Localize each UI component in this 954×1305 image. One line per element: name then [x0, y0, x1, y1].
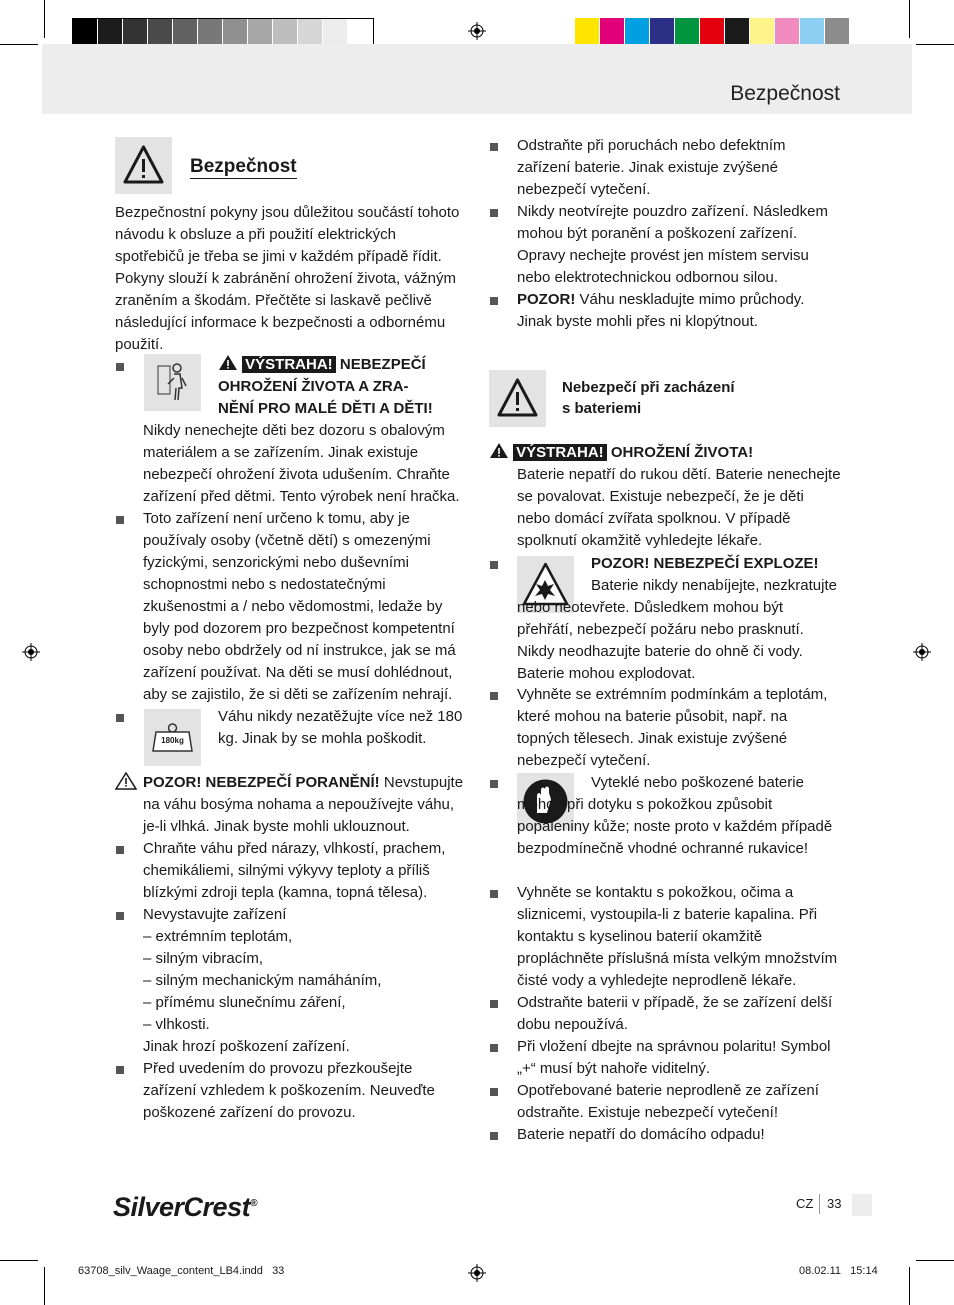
crop-mark [44, 0, 45, 38]
list-item: Vyhněte se extrémním podmínkám a teplotám, které mohou na baterie působit, např. na topných tělesech. Jinak existuje zvýšené nebezpečí vytečení. [489, 684, 841, 772]
battery-section-heading: Nebezpečí při zacházení [562, 379, 735, 396]
caution-paragraph: POZOR! NEBEZPEČÍ PORANĚNÍ! Nevstupujte na váhu bosýma nohama a nepoužívejte váhu, je-li vlhká. Jinak byste mohli uklouznout. [143, 774, 464, 835]
weight-label: 180kg [161, 736, 184, 745]
footer-divider [819, 1194, 820, 1214]
color-swatch [600, 18, 625, 47]
weight-limit-icon-box [144, 709, 201, 766]
explosion-title: POZOR! NEBEZPEČÍ EXPLOZE! [591, 555, 819, 572]
color-swatch [575, 18, 600, 47]
list-item: Odstraňte při poruchách nebo defektním zařízení baterie. Jinak existuje zvýšené nebezpečí vytečení. [489, 135, 839, 201]
bullet-marker [116, 363, 124, 371]
list-item: Vyhněte se kontaktu s pokožkou, očima a sliznicemi, vystoupila-li z baterie kapalina. Při kontaktu s kyselinou baterií okamžitě propláchněte příslušná místa velkým množstvím čisté vody a vyhledejte neprodleně lékaře. [489, 882, 841, 992]
color-swatch [750, 18, 775, 47]
page-number-box [852, 1194, 872, 1216]
warning-triangle-icon [115, 137, 172, 194]
crop-mark [0, 1260, 38, 1261]
list-item: Váhu nikdy nezatěžujte více než 180 kg. Jinak by se mohla poškodit. [218, 708, 463, 747]
warning-icon-box [115, 137, 172, 194]
crop-mark [0, 44, 38, 45]
registration-mark-icon [22, 643, 40, 661]
warning1-title: VÝSTRAHA! NEBEZPEČÍ [218, 354, 478, 376]
warning-tag: VÝSTRAHA! [242, 356, 336, 373]
date-slug: 08.02.11 15:14 [799, 1265, 878, 1277]
list-item: Nevystavujte zařízení – extrémním teplotám, – silným vibracím, – silným mechanickým namáháním, – přímému slunečnímu záření, – vlhkosti. Jinak hrozí poškození zařízení. [115, 904, 465, 1058]
crop-mark [909, 0, 910, 38]
file-slug: 63708_silv_Waage_content_LB4.indd 33 [78, 1265, 285, 1277]
warning-triangle-icon [218, 354, 238, 371]
list-item: Před uvedením do provozu přezkoušejte zařízení vzhledem k poškozením. Neuveďte poškozené zařízení do provozu. [115, 1058, 465, 1124]
battery-warning-text: Baterie nepatří do rukou dětí. Baterie nenechejte se povalovat. Existuje nebezpečí, že je děti nebo domácí zvířata spolknou. V případě spolknutí okamžitě vyhledejte lékaře. [517, 466, 841, 549]
warning-triangle-icon [489, 442, 509, 459]
list-item: POZOR! Váhu neskladujte mimo průchody. Jinak byste mohli přes ni klopýtnout. [489, 289, 839, 333]
registration-mark-icon [468, 1264, 486, 1282]
color-swatch [650, 18, 675, 47]
child-hazard-icon-box [144, 354, 201, 411]
list-item: Baterie nepatří do domácího odpadu! [489, 1124, 841, 1146]
caution-title: POZOR! NEBEZPEČÍ PORANĚNÍ! [143, 774, 380, 791]
color-swatch [625, 18, 650, 47]
bullet-marker [490, 780, 498, 788]
color-swatch [775, 18, 800, 47]
battery-warning-icon-box [489, 370, 546, 427]
crop-mark [916, 44, 954, 45]
registration-mark-icon [913, 643, 931, 661]
list-item: Odstraňte baterii v případě, že se zařízení delší dobu nepoužívá. [489, 992, 841, 1036]
brand-logo: SilverCrest® [113, 1192, 257, 1222]
warning-triangle-icon [489, 370, 546, 427]
list-item: Vyteklé nebo poškozené baterie mohou při dotyku s pokožkou způsobit popáleniny kůže; noste proto v každém případě bezpodmínečně vhodné ochranné rukavice! [517, 774, 833, 857]
list-item: Při vložení dbejte na správnou polaritu! Symbol „+“ musí být nahoře viditelný. [489, 1036, 841, 1080]
list-item: Chraňte váhu před nárazy, vlhkostí, prachem, chemikáliemi, silnými výkyvy teploty a příliš blízkými zdroji tepla (kamna, topná tělesa). [115, 838, 465, 904]
crop-mark [909, 1267, 910, 1305]
warning1-text: Nikdy nenechejte děti bez dozoru s obalovým materiálem a se zařízením. Jinak existuje nebezpečí ohrožení života udušením. Chraňte zařízení před dětmi. Tento výrobek není hračka. [143, 422, 460, 505]
bullet-marker [116, 714, 124, 722]
page-title: Bezpečnost [730, 82, 840, 105]
intro-paragraph: Bezpečnostní pokyny jsou důležitou součástí tohoto návodu k obsluze a při použití elektrických spotřebičů je třeba se jimi v každém případě řídit. Pokyny slouží k zabránění ohrožení života, vážným zraněním a škodám. Přečtěte si laskavě pečlivě následující informace k bezpečnosti a odbornému použití. [115, 204, 460, 353]
section-heading: Bezpečnost [190, 156, 297, 177]
color-swatch [700, 18, 725, 47]
color-swatch [825, 18, 850, 47]
registration-mark-icon [468, 22, 486, 40]
language-code: CZ [796, 1196, 814, 1211]
list-item: Opotřebované baterie neprodleně ze zařízení odstraňte. Existuje nebezpečí vytečení! [489, 1080, 841, 1124]
caution-triangle-icon [115, 772, 137, 790]
child-with-bag-icon [144, 354, 201, 411]
bullet-marker [490, 561, 498, 569]
battery-warning-title: VÝSTRAHA! OHROŽENÍ ŽIVOTA! [489, 442, 841, 464]
explosion-text: Baterie nikdy nenabíjejte, nezkratujte nebo neotevřete. Důsledkem mohou být přehřátí, nebezpečí požáru nebo prasknutí. Nikdy neodhazujte baterie do ohně či vody. Baterie mohou explodovat. [517, 577, 837, 682]
color-swatch [725, 18, 750, 47]
warning-tag: VÝSTRAHA! [513, 444, 607, 461]
process-color-bar [575, 18, 850, 47]
color-swatch [675, 18, 700, 47]
crop-mark [44, 1267, 45, 1305]
crop-mark [916, 1260, 954, 1261]
list-item: Toto zařízení není určeno k tomu, aby je používaly osoby (včetně dětí) s omezenými fyzickými, senzorickými nebo duševními schopnostmi nebo s nedostatečnými zkušenostmi a / nebo vědomostmi, ledaže by byly pod dozorem pro bezpečnost kompetentní osoby nebo obdržely od ní instrukce, jak se má zařízení používat. Na děti se musí dohlédnout, aby se zajistilo, že si děti se zařízením nehrají. [115, 508, 465, 706]
color-swatch [800, 18, 825, 47]
page-number: 33 [827, 1196, 842, 1211]
list-item: Nikdy neotvírejte pouzdro zařízení. Následkem mohou být poranění a poškození zařízení. Opravy nechejte provést jen místem servisu nebo elektrotechnickou odbornou silou. [489, 201, 839, 289]
